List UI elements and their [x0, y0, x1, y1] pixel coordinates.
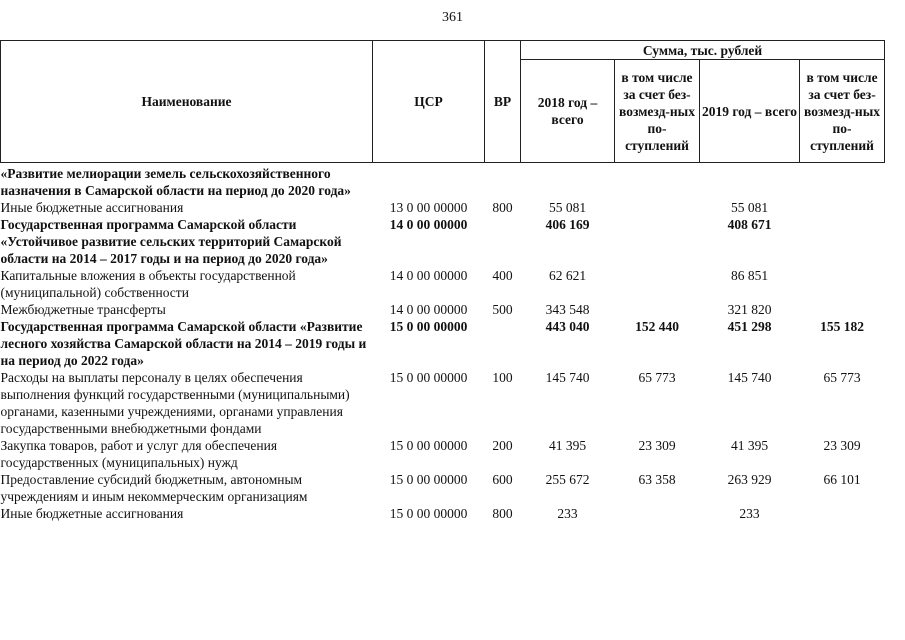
row-free-2018: 63 358 [638, 472, 676, 487]
row-sum-2019: 263 929 [727, 472, 772, 487]
row-csr: 15 0 00 00000 [389, 506, 468, 521]
table-row [1, 267, 885, 301]
table-row [1, 216, 885, 267]
row-free-2018: 23 309 [638, 438, 676, 453]
row-csr: 14 0 00 00000 [389, 302, 468, 317]
row-sum-2018 [521, 163, 615, 200]
row-name: Расходы на выплаты персоналу в целях обеспечения выполнения функций государственными (муниципальными) органами, казенными учреждениями, органами управления государственными внебюджетными фондами [0, 370, 350, 436]
row-free-2018 [615, 199, 700, 216]
row-free-2019: 66 101 [823, 472, 861, 487]
table-row [1, 369, 885, 437]
row-sum-2018: 255 672 [545, 472, 590, 487]
row-name: Иные бюджетные ассигнования [0, 506, 184, 521]
row-csr: 13 0 00 00000 [389, 200, 468, 215]
row-free-2018 [615, 301, 700, 318]
row-sum-2019 [700, 163, 800, 200]
table-row [1, 437, 885, 471]
row-name: Капитальные вложения в объекты государственной (муниципальной) собственности [0, 268, 296, 300]
header-2019-total: 2019 год – всего [700, 60, 800, 163]
row-free-2019 [800, 199, 885, 216]
row-csr: 15 0 00 00000 [389, 370, 468, 385]
row-vr: 500 [492, 302, 513, 317]
table-row [1, 199, 885, 216]
row-sum-2019: 233 [739, 506, 760, 521]
row-name: Иные бюджетные ассигнования [0, 200, 184, 215]
row-free-2018 [615, 216, 700, 267]
row-sum-2019: 86 851 [730, 268, 769, 283]
row-free-2019 [800, 163, 885, 200]
budget-table [0, 40, 885, 522]
table-row [1, 163, 885, 200]
row-csr: 15 0 00 00000 [389, 438, 468, 453]
row-free-2019 [800, 505, 885, 522]
header-2018-free: в том числе за счет без-возмезд-ных по-ступлений [615, 60, 700, 163]
row-name: Государственная программа Самарской области «Устойчивое развитие сельских территорий Самарской области на 2014 – 2017 годы и на период до 2020 года» [0, 217, 342, 266]
row-free-2018 [615, 267, 700, 301]
row-free-2019: 155 182 [820, 319, 864, 334]
row-sum-2018: 406 169 [545, 217, 590, 232]
row-sum-2018: 55 081 [548, 200, 587, 215]
table-header [1, 41, 885, 163]
row-vr: 200 [492, 438, 513, 453]
row-name: Межбюджетные трансферты [0, 302, 166, 317]
row-vr [485, 163, 521, 200]
row-sum-2018: 443 040 [545, 319, 590, 334]
row-vr: 100 [492, 370, 513, 385]
row-csr: 14 0 00 00000 [389, 217, 468, 232]
header-sum-group: Сумма, тыс. рублей [521, 41, 885, 60]
row-free-2019 [800, 216, 885, 267]
table-row [1, 301, 885, 318]
row-sum-2019: 55 081 [730, 200, 769, 215]
row-vr: 600 [492, 472, 513, 487]
row-vr: 800 [492, 506, 513, 521]
row-sum-2018: 343 548 [545, 302, 590, 317]
row-free-2019 [800, 267, 885, 301]
row-free-2018: 152 440 [635, 319, 679, 334]
header-csr: ЦСР [373, 41, 485, 163]
row-sum-2018: 62 621 [548, 268, 587, 283]
row-vr [485, 318, 521, 369]
row-sum-2018: 233 [557, 506, 578, 521]
header-vr: ВР [485, 41, 521, 163]
header-2018-total: 2018 год – всего [521, 60, 615, 163]
row-sum-2019: 145 740 [727, 370, 772, 385]
row-vr [485, 216, 521, 267]
table-body [1, 163, 885, 523]
row-csr: 15 0 00 00000 [389, 319, 468, 334]
row-sum-2019: 451 298 [727, 319, 772, 334]
row-name: «Развитие мелиорации земель сельскохозяйственного назначения в Самарской области на период до 2020 года» [0, 166, 351, 198]
row-sum-2018: 145 740 [545, 370, 590, 385]
row-csr: 14 0 00 00000 [389, 268, 468, 283]
row-name: Предоставление субсидий бюджетным, автономным учреждениям и иным некоммерческим организациям [0, 472, 308, 504]
row-name: Закупка товаров, работ и услуг для обеспечения государственных (муниципальных) нужд [0, 438, 278, 470]
row-free-2019 [800, 301, 885, 318]
header-2019-free: в том числе за счет без-возмезд-ных по-ступлений [800, 60, 885, 163]
row-vr: 800 [492, 200, 513, 215]
row-name: Государственная программа Самарской области «Развитие лесного хозяйства Самарской области на 2014 – 2019 годы и на период до 2022 года» [0, 319, 367, 368]
table-row [1, 471, 885, 505]
row-sum-2019: 408 671 [727, 217, 772, 232]
row-vr: 400 [492, 268, 513, 283]
row-free-2019: 23 309 [823, 438, 861, 453]
row-csr: 15 0 00 00000 [389, 472, 468, 487]
header-name: Наименование [1, 41, 373, 163]
table-row [1, 505, 885, 522]
row-free-2019: 65 773 [823, 370, 861, 385]
page-number: 361 [442, 10, 463, 25]
row-sum-2019: 41 395 [730, 438, 769, 453]
row-free-2018: 65 773 [638, 370, 676, 385]
row-sum-2018: 41 395 [548, 438, 587, 453]
row-free-2018 [615, 505, 700, 522]
row-sum-2019: 321 820 [727, 302, 772, 317]
row-free-2018 [615, 163, 700, 200]
table-row [1, 318, 885, 369]
row-csr [373, 163, 485, 200]
